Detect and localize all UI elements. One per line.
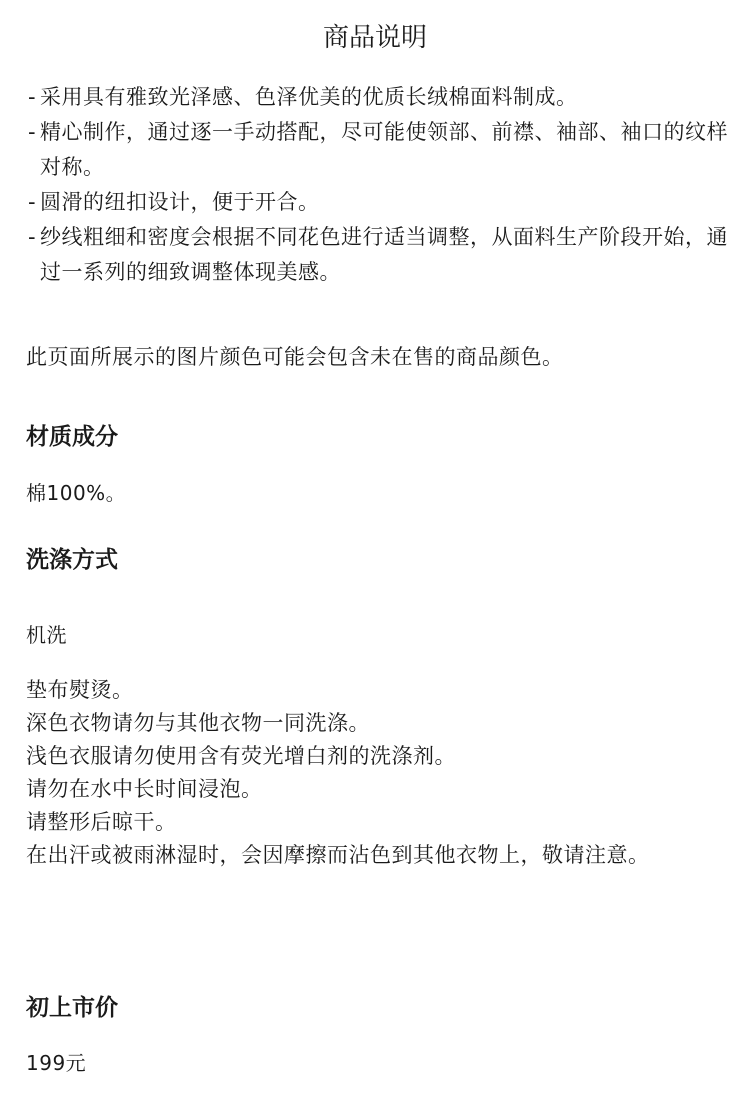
description-bullet	[26, 115, 741, 185]
page-title: 商品说明	[322, 23, 427, 53]
bullet-dash: -	[27, 120, 37, 144]
bullet-dash: -	[27, 225, 37, 249]
description-bullet	[26, 220, 741, 290]
bullet-text: 圆滑的纽扣设计，便于开合。	[40, 190, 320, 214]
description-bullet	[26, 185, 741, 220]
care-instruction: 请整形后晾干。	[26, 810, 177, 834]
care-instruction: 深色衣物请勿与其他衣物一同洗涤。	[26, 711, 370, 735]
price-section-title: 初上市价	[26, 995, 118, 1021]
washing-section-title: 洗涤方式	[26, 547, 118, 573]
bullet-text: 精心制作，通过逐一手动搭配，尽可能使领部、前襟、袖部、袖口的纹样对称。	[40, 120, 728, 179]
care-instruction: 在出汗或被雨淋湿时，会因摩擦而沾色到其他衣物上，敬请注意。	[26, 843, 650, 867]
description-bullet	[26, 80, 741, 115]
initial-price: 199元	[26, 1051, 87, 1075]
bullet-dash: -	[27, 190, 37, 214]
bullet-text: 纱线粗细和密度会根据不同花色进行适当调整，从面料生产阶段开始，通过一系列的细致调整体现美感。	[40, 225, 728, 284]
washing-method: 机洗	[26, 623, 67, 647]
care-instruction: 请勿在水中长时间浸泡。	[26, 777, 263, 801]
care-instruction: 垫布熨烫。	[26, 678, 134, 702]
material-value: 棉100%。	[26, 481, 127, 505]
bullet-dash: -	[27, 85, 37, 109]
material-section-title: 材质成分	[26, 424, 118, 450]
bullet-text: 采用具有雅致光泽感、色泽优美的优质长绒棉面料制成。	[40, 85, 578, 109]
color-disclaimer: 此页面所展示的图片颜色可能会包含未在售的商品颜色。	[26, 345, 564, 369]
description-bullet-list	[26, 80, 741, 290]
care-instructions-list	[26, 674, 741, 872]
care-instruction: 浅色衣服请勿使用含有荧光增白剂的洗涤剂。	[26, 744, 456, 768]
